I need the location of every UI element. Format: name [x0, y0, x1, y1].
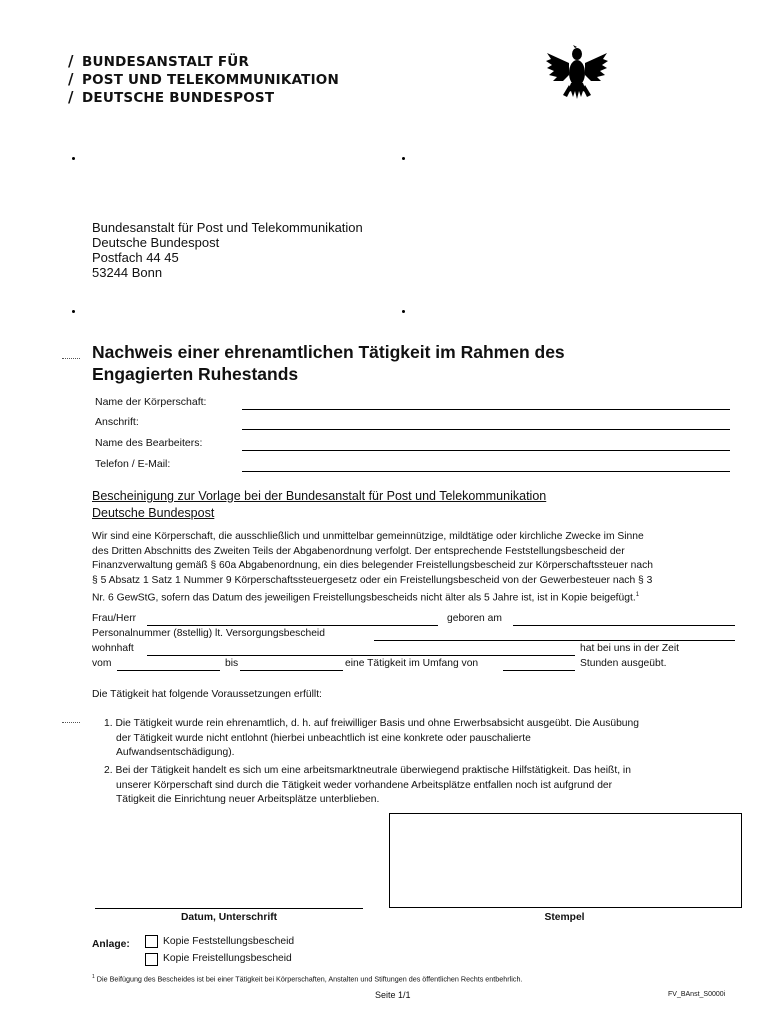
org-name-label: Name der Körperschaft: [95, 396, 207, 408]
form-code: FV_BAnst_S0000i [668, 991, 726, 998]
from-label: vom [92, 658, 112, 669]
footnote-text: Die Beifügung des Bescheides ist bei einer Tätigkeit bei Körperschaften, Anstalten und Stiftungen des öffentlichen Rechts entbehrlich. [96, 974, 523, 984]
org-address-field[interactable] [242, 429, 730, 430]
frau-herr-label: Frau/Herr [92, 613, 137, 624]
agency-name-line-1: / BUNDESANSTALT FÜR [68, 52, 250, 70]
stamp-box[interactable] [389, 813, 742, 908]
copy-assessment-label: Kopie Feststellungsbescheid [163, 936, 295, 947]
recipient-line: Bundesanstalt für Post und Telekommunikation [92, 220, 363, 235]
recipient-line: 53244 Bonn [92, 265, 163, 280]
person-name-field[interactable] [147, 625, 438, 626]
agency-name-line-3: / DEUTSCHE BUNDESPOST [68, 88, 275, 106]
hours-label: Stunden ausgeübt. [580, 658, 667, 669]
punch-mark [62, 722, 80, 723]
federal-eagle-icon [545, 45, 609, 105]
org-address-label: Anschrift: [95, 416, 139, 428]
personnel-label: Personalnummer (8stellig) lt. Versorgungsbescheid [92, 628, 325, 639]
copy-exemption-label: Kopie Freistellungsbescheid [163, 953, 292, 964]
agency-name-line-2: / POST UND TELEKOMMUNIKATION [68, 70, 339, 88]
recipient-address [92, 220, 363, 280]
recipient-line: Deutsche Bundespost [92, 235, 220, 250]
contact-field[interactable] [242, 471, 730, 472]
fold-mark [402, 310, 405, 313]
footnote-ref: 1 [635, 592, 640, 598]
birthdate-field[interactable] [513, 625, 735, 626]
attachment-label: Anlage: [92, 939, 130, 950]
fold-mark [72, 310, 75, 313]
to-date-field[interactable] [240, 670, 343, 671]
copy-exemption-checkbox[interactable] [145, 953, 158, 966]
resident-label: wohnhaft [92, 643, 134, 654]
footnote-number: 1 [92, 974, 95, 980]
punch-mark [62, 358, 80, 359]
clerk-name-label: Name des Bearbeiters: [95, 437, 203, 449]
condition-item-1: 1. Die Tätigkeit wurde rein ehrenamtlich, d. h. auf freiwilliger Basis und ohne Erwerbsabsicht ausgeübt. Die Ausübung der Tätigkeit wurde nicht entlohnt (hierbei unbeachtlich ist eine konkrete oder pauschalierte Aufwandsentschädigung). [104, 718, 639, 758]
residence-field[interactable] [147, 655, 575, 656]
certificate-text: Wir sind eine Körperschaft, die ausschließlich und unmittelbar gemeinnützige, mildtätige oder kirchliche Zwecke im Sinne des Dritten Abschnitts des Zweiten Teils der Abgabenordnung verfolgt. Der entsprechende Feststellungsbescheid der Finanzverwaltung gemäß § 60a Abgabenordnung, ein dies belegender Freistellungsbescheid zur Körperschaftssteuer nach § 5 Absatz 1 Satz 1 Nummer 9 Körperschaftssteuergesetz oder ein Freistellungsbescheid von der Gewerbesteuer nach § 3 Nr. 6 GewStG, sofern das Datum des jeweiligen Freistellungsbescheids nicht älter als 5 Jahre ist, ist in Kopie beigefügt.$^1$ [92, 531, 653, 604]
hours-field[interactable] [503, 670, 575, 671]
born-label: geboren am [447, 613, 502, 624]
copy-assessment-checkbox[interactable] [145, 935, 158, 948]
recipient-line: Postfach 44 45 [92, 250, 179, 265]
to-label: bis [225, 658, 239, 669]
signature-line[interactable] [95, 908, 363, 909]
activity-label: eine Tätigkeit im Umfang von [345, 658, 479, 669]
personnel-number-field[interactable] [374, 640, 735, 641]
has-with-us-label: hat bei uns in der Zeit [580, 643, 680, 654]
document-title: Nachweis einer ehrenamtlichen Tätigkeit im Rahmen des Engagierten Ruhestands [92, 342, 565, 384]
page-number: Seite 1/1 [375, 990, 411, 1000]
clerk-name-field[interactable] [242, 450, 730, 451]
org-name-field[interactable] [242, 409, 730, 410]
conditions-intro: Die Tätigkeit hat folgende Voraussetzungen erfüllt: [92, 689, 322, 700]
date-signature-label: Datum, Unterschrift [180, 912, 278, 923]
from-date-field[interactable] [117, 670, 220, 671]
footnote [92, 974, 752, 983]
fold-mark [72, 157, 75, 160]
condition-item-2: 2. Bei der Tätigkeit handelt es sich um eine arbeitsmarktneutrale überwiegend praktische Hilfstätigkeit. Das heißt, in unserer Körperschaft sind durch die Tätigkeit weder vorhandene Arbeitsplätze entfallen noch ist aufgrund der Tätigkeit die Einrichtung neuer Arbeitsplätze unterblieben. [104, 765, 631, 805]
contact-label: Telefon / E-Mail: [95, 458, 171, 470]
stamp-label: Stempel [544, 912, 585, 923]
fold-mark [402, 157, 405, 160]
slash-mark-icon: / [68, 88, 74, 106]
slash-mark-icon: / [68, 70, 74, 88]
slash-mark-icon: / [68, 52, 74, 70]
certificate-heading: Bescheinigung zur Vorlage bei der Bundesanstalt für Post und Telekommunikation Deutsche Bundespost [92, 489, 547, 520]
